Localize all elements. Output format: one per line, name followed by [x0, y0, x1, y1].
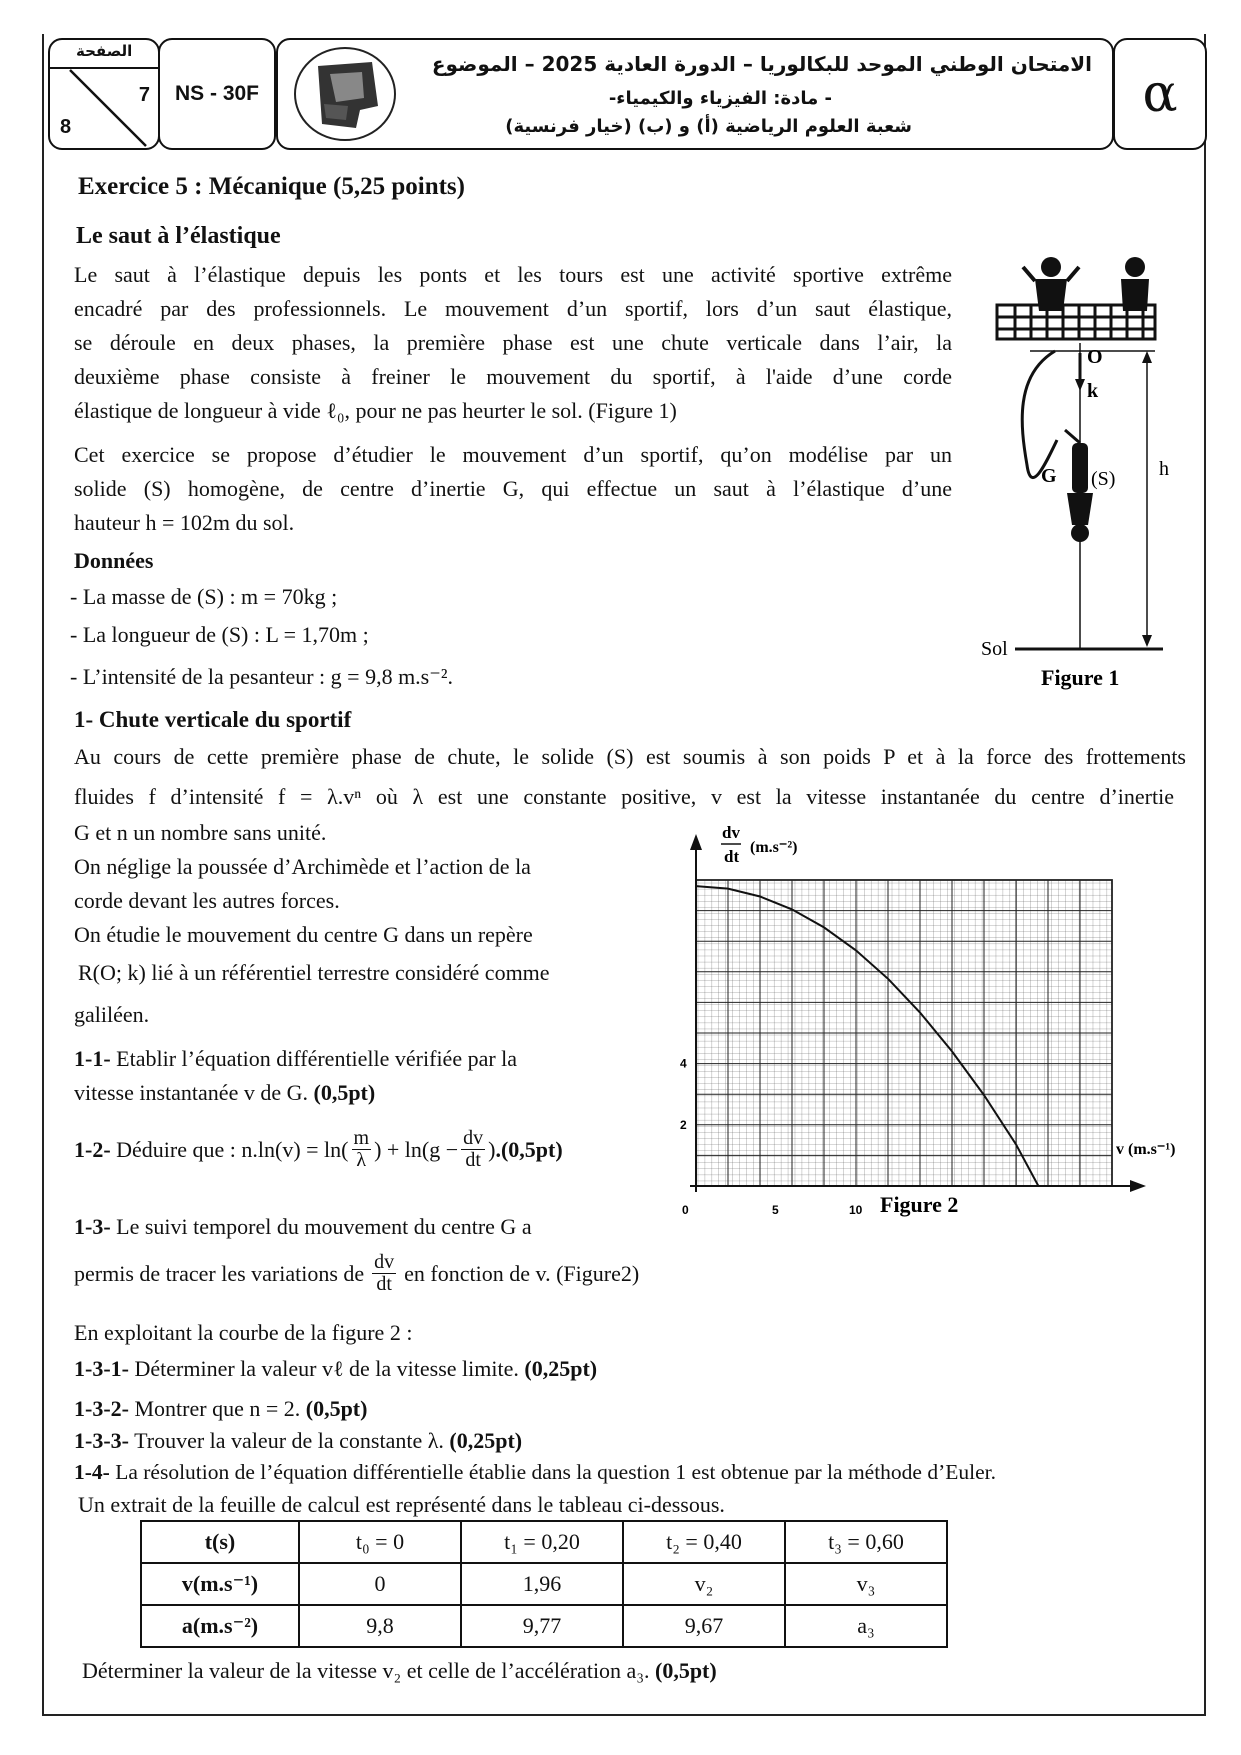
final-points: (0,5pt): [655, 1658, 717, 1683]
page-label: الصفحة: [76, 42, 133, 60]
q12-label: 1-2-: [74, 1136, 111, 1162]
intro-line-1: Le saut à l’élastique depuis les ponts et les tours est une activité sportive extrême: [74, 262, 952, 287]
question-1-3: [74, 1216, 532, 1238]
q131-points: (0,25pt): [524, 1356, 598, 1381]
q132-label: 1-3-2-: [74, 1396, 129, 1421]
exercise-title: Exercice 5 : Mécanique (5,25 points): [78, 173, 465, 200]
part1-line-7: R(O; k) lié à un référentiel terrestre considéré comme: [78, 960, 550, 985]
q12-text: Déduire que : n.ln(v) = ln(: [116, 1136, 349, 1162]
part1-line-1: Au cours de cette première phase de chute, le solide (S) est soumis à son poids P et à la force des frottements: [74, 744, 1186, 769]
spectator-icon: [1023, 257, 1079, 311]
intro-line-5: élastique de longueur à vide ℓ₀, pour ne pas heurter le sol. (Figure 1): [74, 398, 677, 423]
q11-text: Etablir l’équation différentielle vérifiée par la: [116, 1046, 518, 1071]
question-1-4: [74, 1462, 996, 1484]
q12-fraction-dvdt: [461, 1128, 485, 1171]
label-k: k: [1087, 380, 1099, 402]
final-text: Déterminer la valeur de la vitesse v₂ et celle de l’accélération a₃.: [82, 1658, 650, 1683]
label-sol: Sol: [981, 638, 1008, 660]
table-cell: v₃: [785, 1563, 947, 1605]
part1-line-3: G et n un nombre sans unité.: [74, 820, 327, 845]
intro-line-3: se déroule en deux phases, la première phase est une chute verticale dans l’air, la: [74, 330, 952, 355]
figure-2-chart: [670, 822, 1210, 1217]
alpha-symbol: α: [1142, 64, 1178, 124]
table-row: [141, 1563, 947, 1605]
table-cell: a₃: [785, 1605, 947, 1647]
y-label-unit: (m.s⁻²): [750, 839, 798, 856]
elastic-rope-icon: [1022, 351, 1057, 478]
exam-title: الامتحان الوطني الموحد للبكالوريا – الدورة العادية 2025 – الموضوع: [431, 52, 1092, 76]
table-cell: 0: [299, 1563, 461, 1605]
q11-points: (0,5pt): [313, 1080, 376, 1105]
table-cell: v₂: [623, 1563, 785, 1605]
page-current: 7: [138, 84, 150, 106]
label-O: O: [1087, 346, 1103, 368]
ministry-seal-icon: [290, 44, 400, 144]
exam-code-box: [158, 38, 276, 150]
x-axis-label: v (m.s⁻¹): [1116, 1141, 1176, 1158]
data-mass: - La masse de (S) : m = 70kg ;: [70, 584, 338, 609]
table-cell: 9,77: [461, 1605, 623, 1647]
q132-points: (0,5pt): [305, 1396, 368, 1421]
y-tick-4: 4: [680, 1056, 687, 1071]
table-cell: 1,96: [461, 1563, 623, 1605]
q13-text-2b: en fonction de v. (Figure2): [404, 1260, 640, 1286]
part1-line-5: corde devant les autres forces.: [74, 888, 340, 913]
table-cell: t₃ = 0,60: [785, 1521, 947, 1563]
q133-text: Trouver la valeur de la constante λ.: [134, 1428, 444, 1453]
table-row: [141, 1521, 947, 1563]
q11-text-2: vitesse instantanée v de G.: [74, 1080, 308, 1105]
exercise-subtitle: Le saut à l’élastique: [76, 223, 281, 249]
table-cell: t(s): [141, 1521, 299, 1563]
exam-subject: - مادة: الفيزياء والكيمياء-: [608, 88, 832, 109]
question-1-1: [74, 1048, 517, 1070]
euler-table: [140, 1520, 948, 1648]
q12-points: .(0,5pt): [495, 1136, 563, 1162]
q12-fraction-m-lambda: [352, 1128, 372, 1171]
figure-1-caption: Figure 1: [1041, 665, 1120, 690]
final-question: [82, 1660, 717, 1682]
part1-line-2: fluides f d’intensité f = λ.vⁿ où λ est une constante positive, v est la vitesse instantanée du centre d’inertie: [74, 784, 1174, 809]
q131-text: Déterminer la valeur vℓ de la vitesse limite.: [134, 1356, 519, 1381]
question-1-3-2: [74, 1398, 367, 1420]
q133-points: (0,25pt): [449, 1428, 523, 1453]
q12-dv: dv: [463, 1127, 484, 1149]
q11-label: 1-1-: [74, 1046, 111, 1071]
data-title: Données: [74, 548, 154, 573]
label-G: G: [1041, 465, 1057, 487]
q13-exploit: En exploitant la courbe de la figure 2 :: [74, 1320, 413, 1345]
table-cell: 9,8: [299, 1605, 461, 1647]
spectator-icon: [1121, 257, 1149, 311]
model-line-2: solide (S) homogène, de centre d’inertie G, qui effectue un saut à l’élastique d’une: [74, 476, 952, 501]
intro-line-2: encadré par des professionnels. Le mouvement d’un sportif, lors d’un saut élastique,: [74, 296, 952, 321]
q13-dv: dv: [374, 1251, 395, 1273]
q13-dt: dt: [376, 1273, 392, 1295]
data-length: - La longueur de (S) : L = 1,70m ;: [70, 622, 369, 647]
data-gravity: - L’intensité de la pesanteur : g = 9,8 m.s⁻².: [70, 664, 453, 689]
q12-end: ): [488, 1136, 496, 1162]
page-number-box: [48, 38, 160, 150]
exam-code: NS - 30F: [174, 82, 260, 105]
question-1-2: [74, 1128, 563, 1171]
table-cell: 9,67: [623, 1605, 785, 1647]
q14-text-2: Un extrait de la feuille de calcul est représenté dans le tableau ci-dessous.: [78, 1492, 725, 1517]
table-cell: t₁ = 0,20: [461, 1521, 623, 1563]
alpha-box: [1113, 38, 1207, 150]
q133-label: 1-3-3-: [74, 1428, 129, 1453]
question-1-3-cont: [74, 1252, 639, 1295]
q13-fraction-dvdt: [372, 1252, 396, 1295]
model-line-1: Cet exercice se propose d’étudier le mouvement d’un sportif, qu’on modélise par un: [74, 442, 952, 467]
q13-text-2a: permis de tracer les variations de: [74, 1260, 365, 1286]
question-1-3-1: [74, 1358, 597, 1380]
model-line-3: hauteur h = 102m du sol.: [74, 510, 295, 535]
q132-text: Montrer que n = 2.: [134, 1396, 301, 1421]
x-tick-5: 5: [772, 1203, 779, 1217]
figure-1: [975, 255, 1175, 695]
table-cell: v(m.s⁻¹): [141, 1563, 299, 1605]
figure-2-caption: Figure 2: [880, 1192, 959, 1217]
table-cell: t₀ = 0: [299, 1521, 461, 1563]
x-tick-0: 0: [682, 1203, 689, 1217]
x-tick-10: 10: [849, 1203, 863, 1217]
intro-line-4: deuxième phase consiste à freiner le mouvement du sportif, à l'aide d’une corde: [74, 364, 952, 389]
q12-m: m: [353, 1127, 370, 1149]
q12-dt: dt: [465, 1149, 481, 1171]
part1-line-6: On étudie le mouvement du centre G dans un repère: [74, 922, 533, 947]
q14-text: La résolution de l’équation différentielle établie dans la question 1 est obtenue par la méthode d’Euler.: [115, 1460, 997, 1484]
q12-mid: ) + ln(g −: [374, 1136, 459, 1162]
part1-title: 1- Chute verticale du sportif: [74, 707, 352, 732]
exam-title-box: [276, 38, 1114, 150]
q13-text: Le suivi temporel du mouvement du centre G a: [116, 1214, 532, 1239]
q131-label: 1-3-1-: [74, 1356, 129, 1381]
y-label-dt: dt: [724, 847, 740, 866]
table-cell: a(m.s⁻²): [141, 1605, 299, 1647]
table-cell: t₂ = 0,40: [623, 1521, 785, 1563]
question-1-1-cont: [74, 1082, 375, 1104]
label-S: (S): [1091, 468, 1116, 490]
exam-branch: شعبة العلوم الرياضية (أ) و (ب) (خيار فرنسية): [505, 116, 912, 137]
jumper-icon: [1065, 430, 1093, 542]
question-1-3-3: [74, 1430, 522, 1452]
part1-line-8: galiléen.: [74, 1002, 150, 1027]
table-row: [141, 1605, 947, 1647]
page-total: 8: [60, 116, 72, 138]
y-tick-2: 2: [680, 1117, 687, 1132]
label-h: h: [1159, 458, 1169, 480]
q13-label: 1-3-: [74, 1214, 111, 1239]
y-label-dv: dv: [722, 823, 740, 842]
part1-line-4: On néglige la poussée d’Archimède et l’action de la: [74, 854, 531, 879]
q12-lambda: λ: [356, 1149, 367, 1171]
q14-label: 1-4-: [74, 1460, 110, 1484]
